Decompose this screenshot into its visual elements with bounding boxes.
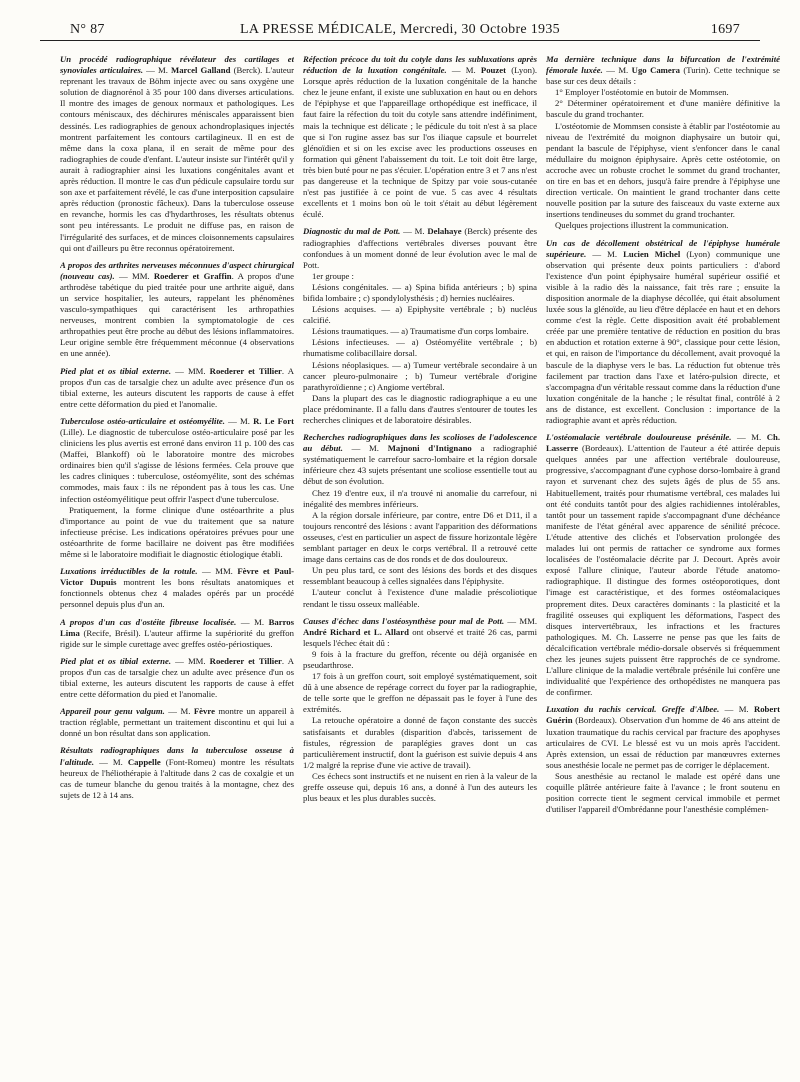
author-affiliation: (Lille). [60,427,88,437]
abstract-paragraph: Lésions acquises. — a) Epiphysite vertébrale ; b) nucléus calcifié. [303,304,537,326]
abstract-paragraph: A la région dorsale inférieure, par contre, entre D6 et D11, il a toujours rencontré des lésions : avant l'apparition des déformations osseuses, c'est en particulier un aspect de fissure horizontale lègère semblant partager en deux le corps vertébral. Il a retrouvé cette image dans certains cas de dos ronds et de dos douloureux. [303,509,537,565]
author-affiliation: (Lyon) [680,248,717,259]
author-prefix: M. [112,756,128,767]
author-name: Lucien Michel [623,248,681,259]
abstract-body: montre un appareil à traction réglable, permettant un traitement discontinu et qui lui a donné un bon résultat dans son application. [60,706,294,739]
author-prefix: M. [465,65,481,76]
abstract [546,238,780,427]
author-prefix: M. [751,432,767,443]
article-columns [60,54,780,1072]
author-affiliation: (Berck). [230,65,266,76]
abstract-heading: A propos d'un cas d'ostéite fibreuse localisée. [60,616,237,627]
abstract-lead-paragraph [303,616,537,649]
abstract-lead-paragraph [546,54,780,87]
abstract-lead-paragraph [60,745,294,800]
abstract-body: Cette technique se base sur ces deux détails : [546,65,780,87]
abstract-heading: Diagnostic du mal de Pott. [303,226,401,237]
abstract-paragraph: Chez 19 d'entre eux, il n'a trouvé ni anomalie du carrefour, ni inégalité des membres inférieurs. [303,487,537,509]
author-affiliation: (Bordeaux). [578,443,628,454]
abstract-body: Observation d'un homme de 46 ans atteint de luxation traumatique du rachis cervical par fracture des apophyses articulaires de CVI. Le blessé est vu un mois après l'accident. Après extension, un essai de réduction par manœuvres externes sous anesthésie locale ne permet pas de corriger le déplacement. [546,715,780,770]
abstract-paragraph: Lésions traumatiques. — a) Traumatisme d'un corps lombaire. [312,326,529,337]
author-affiliation: (Berck) [461,226,494,237]
page-number: 1697 [710,22,740,37]
author-name: Marcel Galland [171,65,231,76]
author-affiliation: (Font-Romeu) [160,756,221,767]
abstract [546,54,780,232]
abstract-body: Le diagnostic de tuberculose ostéo-articulaire posé par les cliniciens les plus avertis est erroné dans environ 11 p. 100 des cas (Maffei, Blankoff) où le laboratoire montre des microbes ordinaires bien qu'il s'agisse de lésions fermées. Cela prouve que les cadres cliniques : tuberculose, ostéomyélite, sont des schémas commodes, mais faux : ils ne répondent pas à tous les cas. Une infection ostéomyélitique peut offrir l'aspect d'une tuberculose. [60,427,294,504]
abstract [60,617,294,650]
author-prefix: MM. [215,566,238,577]
abstract-body: a radiographié systématiquement le carrefour sacro-lombaire et la région dorsale inférieure chez 43 sujets présentant une scoliose essentielle tout au début de son évolution. [303,443,537,487]
author-affiliation: . [281,365,288,376]
separator-dash: — [446,65,466,76]
abstract-body: communique une observation qui présente deux points particuliers : d'abord l'existence d'un point épiphysaire huméral supérieur ossifié et visible à la radio dès la naissance, fait très rare ; ensuite la disposition anormale de la diaphyse décollée, qui était absolument luxée sous la glénoïde, au lieu d'être déplacée en haut et en dehors comme c'est la règle. Cette disposition avait été probablement créée par une première tentative de réduction en position du bras en abduction et rotation externe à 90°, classique pour cette lésion, et qui, en raison de l'importance du décollement, avait provoqué la bascule de la diaphyse vers le bas. La réduction fut obtenue très facilement par traction dans l'axe et latéro-pulsion directe, et s'accompagna d'un véritable ressaut comme dans la réduction d'une luxation congénitale de la hanche ; le résultat final, contrôlé à 2 ans de distance, est excellent. Conclusion : importance de la radiographie avant et après réduction. [546,248,780,425]
abstract-heading: Causes d'échec dans l'ostéosynthèse pour mal de Pott. [303,615,505,626]
author-name: Pouzet [480,65,506,76]
author-prefix: M. [180,706,194,717]
author-affiliation: . [281,655,288,666]
abstract-lead-paragraph [546,432,780,698]
issue-number: N° 87 [70,22,105,37]
abstract-lead-paragraph [60,566,294,610]
abstract-heading: L'ostéomalacie vertébrale douloureuse présénile. [546,432,732,443]
author-name: Roederer et Tillier [209,655,282,666]
separator-dash: — [164,706,181,717]
abstract-paragraph: Sous anesthésie au rectanol le malade est opéré dans une coquille plâtrée antérieure faite à l'avance ; le front soutenu en position correcte tient le segment cervical immobile et permet d'utiliser l'appareil d'Ombrédanne pour l'anesthésie complémen- [546,770,780,815]
separator-dash: — [94,756,113,767]
separator-dash: — [171,655,188,666]
separator-dash: — [731,432,752,443]
abstract-heading: Luxation du rachis cervical. Greffe d'Albee. [546,704,720,715]
separator-dash: — [236,616,255,627]
abstract-lead-paragraph [60,366,294,410]
abstract-paragraph: 9 fois à la fracture du greffon, récente ou déjà organisée en pseudarthrose. [303,648,537,670]
separator-dash: — [504,615,520,626]
abstract-heading: Luxations irréductibles de la rotule. [60,566,198,577]
author-prefix: M. [240,415,254,426]
abstract [303,616,537,805]
abstract-paragraph: Quelques projections illustrent la communication. [555,220,729,231]
abstract-heading: Ma dernière technique dans la bifurcation de l'extrémité fémorale luxée. [546,54,780,76]
abstract [60,416,294,560]
abstract [60,706,294,739]
abstract [60,745,294,800]
abstract [546,432,780,698]
author-name: André Richard et L. Allard [303,626,409,637]
abstract-paragraph: La retouche opératoire a donné de façon constante des succès satisfaisants et durables (disparition d'abcès, tarissement de fistules, régression de paraplégies graves dont un cas particulièrement instructif, dont la guérison est suivie depuis 4 ans 1/2 malgré la reprise d'une vie active de travail). [303,715,537,770]
column-2 [303,54,537,1072]
author-affiliation: (Turin). [679,65,714,76]
abstract-paragraph: Lésions congénitales. — a) Spina bifida antérieurs ; b) spina bifida lombaire ; c) spondylolysthésis ; d) hernies nucléaires. [303,281,537,303]
abstract-paragraph: 1er groupe : [312,270,354,281]
author-prefix: M. [607,248,624,259]
abstract-lead-paragraph [303,54,537,220]
abstract-heading: Recherches radiographiques dans les scolioses de l'adolescence au début. [303,432,537,454]
author-name: Delahaye [427,226,462,237]
separator-dash: — [197,566,216,577]
author-prefix: M. [414,226,428,237]
abstract-lead-paragraph [60,706,294,739]
author-prefix: M. [738,704,754,715]
author-affiliation: . [231,270,238,281]
author-name: Cappelle [127,756,161,767]
author-affiliation: (Recife, Brésil). [79,627,145,638]
abstract-lead-paragraph [546,704,780,771]
abstract-body: A propos d'une arthrodèse tabétique du pied traitée pour une arthrite aiguë, dans un service hospitalier, les auteurs, rappelant les phénomènes vasculo-sympathiques qui caractérisent les arthropathies nerveuses, montrent combien la symptomatologie de ces arthropathies peut être proche au début des lésions inflammatoires. Leur origine semble être fréquemment méconnue (4 observations en une année). [60,270,294,359]
abstract-paragraph: Ces échecs sont instructifs et ne nuisent en rien à la valeur de la greffe osseuse qui, depuis 16 ans, a donné à l'un des auteurs les plus beaux et les plus durables succès. [303,770,537,804]
abstract-body: montrent les bons résultats anatomiques et fonctionnels obtenus chez 4 malades opérés par un procédé personnel depuis plus d'un an. [60,577,294,610]
abstract-body: L'auteur reprenant les travaux de Böhm injecte avec ou sans oxygène une solution de diagnorénol à 35 pour 100 dans diverses articulations. Il montre des images de genoux normaux et pathologiques. Les contours méniscaux, des déchirures méniscales apparaissent bien dessinés. Les radiographies de genoux achondroplasiques injectés montrent parfaitement les contours cartilagineux. Il en est de même dans la coxa plana, il en serait de même pour des radiographies de coude d'enfant. L'auteur insiste sur l'intérêt qu'il y aurait à radiographier ainsi les luxations congénitales avant et après réduction. Il montre le cas d'un pédicule capsulaire tordu sur son axe et parfaitement révélé, le cas d'une interposition capsulaire après réduction (pronostic fâcheux). Dans la tuberculose osseuse en revanche, hormis les cas d'hydarthroses, les résultats obtenus sont peu intéressants. Le produit ne diffuse pas, en raison de l'irrégularité des surfaces, et de minces cloisonnements capsulaires qui ont d'ailleurs pu être reconnus opératoirement. [60,65,294,253]
abstract-heading: Réfection précoce du toit du cotyle dans les subluxations après réduction de la luxation congénitale. [303,54,537,76]
abstract-paragraph: Pratiquement, la forme clinique d'une ostéoarthrite a plus d'importance au point de vue du traitement que sa nature infectieuse précise. Les indications opératoires prévues pour une ostéoarthrite de forme bacillaire ne doivent pas être modifiées même si le laboratoire modifiait le diagnostic étiologique établi. [60,504,294,560]
author-prefix: M. [254,616,269,627]
separator-dash: — [114,270,132,281]
abstract-body: A propos d'un cas de tarsalgie chez un adulte avec présence d'un os tibial externe, les auteurs discutent les rapports de cause à effet entre cette déformation du pied et l'anomalie. [60,655,294,700]
author-name: Fèvre et Paul-Victor Dupuis [60,566,294,588]
abstract-body: Lorsque après réduction de la luxation congénitale de la hanche chez le jeune enfant, il existe une subluxation en haut ou en dehors de l'épiphyse et que l'appareillage orthopédique est inefficace, il faut faire la réfection du toit du cotyle sans attendre indéfiniment, mais la technique est délicate ; le pédicule du toit n'est à sa place que si l'on rugine assez bas sur l'os iliaque capsule et bourrelet glénoïdien et si on les excise avec les productions osseuses en formation qui gênent l'abaissement du toit. Le toit doit être large, très bien buté pour ne pas s'écuier. L'opération entre 3 et 7 ans n'est pas dangereuse et la technique de Spitzy par voie sous-cutanée n'est pas justifiée à ce point de vue. 5 cas avec 4 résultats excellents et 1 moins bon où le toit s'était au début légèrement éculé. [303,76,537,220]
author-name: Ch. Lasserre [546,432,780,454]
author-name: Barros Lima [60,616,294,638]
abstract-body: présente des radiographies d'affections vertébrales diverses pouvant être confondues à un moment donné de leur évolution avec le mal de Pott. [303,226,537,270]
separator-dash: — [602,65,619,76]
author-name: R. Le Fort [253,415,294,426]
abstract [60,54,294,254]
separator-dash: — [224,415,240,426]
separator-dash: — [143,65,158,76]
abstract-lead-paragraph [60,54,294,254]
abstract-body: A propos d'un cas de tarsalgie chez un adulte avec présence d'un os tibial externe, les auteurs discutent les rapports de cause à effet entre cette déformation du pied et l'anomalie. [60,365,294,409]
abstract-body: L'auteur affirme la supériorité du greffon rigide sur le simple curettage avec greffes ostéo-périostiques. [60,627,294,649]
abstract [546,704,780,815]
author-prefix: MM. [187,655,210,666]
abstract-heading: Un cas de décollement obstétrical de l'épiphyse humérale supérieure. [546,237,780,259]
abstract-paragraph: L'auteur conclut à l'existence d'une maladie préscoliotique rendant le tissu osseux malléable. [303,587,537,609]
author-name: Robert Guérin [546,704,780,726]
separator-dash: — [400,226,415,237]
abstract-paragraph: Dans la plupart des cas le diagnostic radiographique a eu une place prédominante. Il a fallu dans d'autres s'entourer de toutes les recherches cliniques et de laboratoire désirables. [303,392,537,425]
author-prefix: M. [369,443,388,454]
abstract-lead-paragraph [303,432,537,487]
abstract-paragraph: 17 fois à un greffon court, soit employé systématiquement, soit dû à une absence de repérage correct du foyer par la radiographie, de telle sorte que le greffon ne dépassait pas le foyer à l'une des extrémités. [303,671,537,715]
separator-dash: — [342,443,370,454]
abstract-heading: Appareil pour genu valgum. [60,706,165,717]
abstract [303,432,537,610]
abstract-paragraph: 1° Employer l'ostéotomie en butoir de Mommsen. [555,87,729,98]
abstract-lead-paragraph [60,617,294,650]
abstract-lead-paragraph [303,226,537,270]
abstract-heading: Pied plat et os tibial externe. [60,365,172,376]
abstract-paragraph: L'ostéotomie de Mommsen consiste à établir par l'ostéotomie au niveau de l'extrémité du moignon diaphysaire un butoir qui, pendant la bascule de l'épiphyse, vient s'enfoncer dans le canal médullaire du moignon épiphysaire. Après cette ostéotomie, on accroche avec un robuste crochet le sommet du grand trochanter, on tire en bas et en dehors, jusqu'à faire prendre à l'épiphyse une direction verticale. On maintient le grand trochanter dans cette nouvelle position par la suture des faisceaux du vaste externe aux insertions tendineuses du sommet du grand trochanter. [546,120,780,220]
abstract-heading: Pied plat et os tibial externe. [60,655,172,666]
journal-title: LA PRESSE MÉDICALE, Mercredi, 30 Octobre 1935 [240,22,560,37]
abstract-body: L'attention de l'auteur a été attirée depuis quelques années par une affection vertébrale douloureuse, progressive, s'accompagnant d'une cyphose dorso-lombaire à grand rayon et survenant chez des sujets âgés de plus de 55 ans. Habituellement, traités pour rhumatisme vertébral, ces malades lui ont été conduits tantôt pour des algies rachidiennes intolérables, tantôt pour un tassement rapide s'accompagnant d'une déchéance manifeste de l'état général avec apparence de sénilité précoce. L'étude attentive des clichés et l'observation prolongée des malades lui ont permis de rattacher ce syndrome aux formes localisées de l'ostéomalacie décrite par J. Decourt. Après avoir exposé l'allure clinique, l'auteur aborde l'étude anatomo-radiographique. Il distingue des formes ostéoporotiques, dont l'image est caractéristique, et des formes ostéomalaciques proprement dites. Deux caractères dominants : la plasticité et la fragilité osseuses qui expliquent les déformations, l'aspect des disques intervertébraux, les infractions et les fractures pathologiques. M. Ch. Lasserre ne pense pas que les faits de décalcification vertébrale médio-dorsale observés si fréquemment chez les jeunes sujets puissent être rapprochés de ce syndrome. L'allure clinique de la maladie vertébrale présénile lui confère une individualité que l'expérience des orthopédistes ne manquera pas de confirmer. [546,443,780,698]
abstract-heading: Résultats radiographiques dans la tuberculose osseuse à l'altitude. [60,745,294,767]
abstract-lead-paragraph [60,416,294,505]
abstract-lead-paragraph [546,238,780,427]
abstract [303,226,537,426]
abstract [60,566,294,610]
author-prefix: M. [157,65,171,76]
abstract [303,54,537,220]
author-name: Roederer et Graffin [153,270,232,281]
author-name: Fèvre [193,706,215,717]
abstract-paragraph: Un peu plus tard, ce sont des lésions des bords et des disques ressemblant beaucoup à celles signalées dans l'épiphysite. [303,565,537,587]
column-3 [546,54,780,1072]
abstract-body: ont observé et traité 26 cas, parmi lesquels l'échec était dû : [303,626,537,648]
abstract-body: montre les résultats heureux de l'héliothérapie à l'altitude dans 2 cas de coxalgie et un cas de tumeur blanche du genou traités à la montagne, chez des sujets de 12 à 14 ans. [60,756,294,800]
column-1 [60,54,294,1072]
abstract [60,656,294,700]
author-affiliation: (Lyon). [505,65,537,76]
author-name: Ugo Camera [631,65,680,76]
author-affiliation [472,443,481,453]
author-prefix: MM. [131,270,154,281]
abstract-heading: Un procédé radiographique révélateur des cartilages et synoviales articulaires. [60,54,294,76]
author-prefix: MM. [187,365,210,376]
separator-dash: — [586,248,608,259]
author-affiliation: (Bordeaux). [572,715,620,726]
author-name: Majnoni d'Intignano [387,443,472,454]
abstract [60,366,294,410]
running-header [40,20,760,41]
separator-dash: — [171,365,188,376]
abstract-heading: A propos des arthrites nerveuses méconnues d'aspect chirurgical (nouveau cas). [60,259,294,281]
abstract-paragraph: 2° Déterminer opératoirement et d'une manière définitive la bascule du grand trochanter. [546,98,780,120]
abstract-paragraph: Lésions néoplasiques. — a) Tumeur vertébrale secondaire à un cancer pleuro-pulmonaire ; b) Tumeur vertébrale d'origine parathyroïdienne ; c) Angiome vertébral. [303,359,537,392]
author-prefix: M. [618,65,632,76]
abstract-paragraph: Lésions infectieuses. — a) Ostéomyélite vertébrale ; b) rhumatisme colibacillaire dorsal. [303,337,537,359]
author-prefix: MM. [519,615,537,626]
author-name: Roederer et Tillier [209,365,282,376]
abstract [60,260,294,360]
abstract-heading: Tuberculose ostéo-articulaire et ostéomyélite. [60,415,225,426]
abstract-lead-paragraph [60,260,294,360]
abstract-lead-paragraph [60,656,294,700]
separator-dash: — [719,704,739,715]
